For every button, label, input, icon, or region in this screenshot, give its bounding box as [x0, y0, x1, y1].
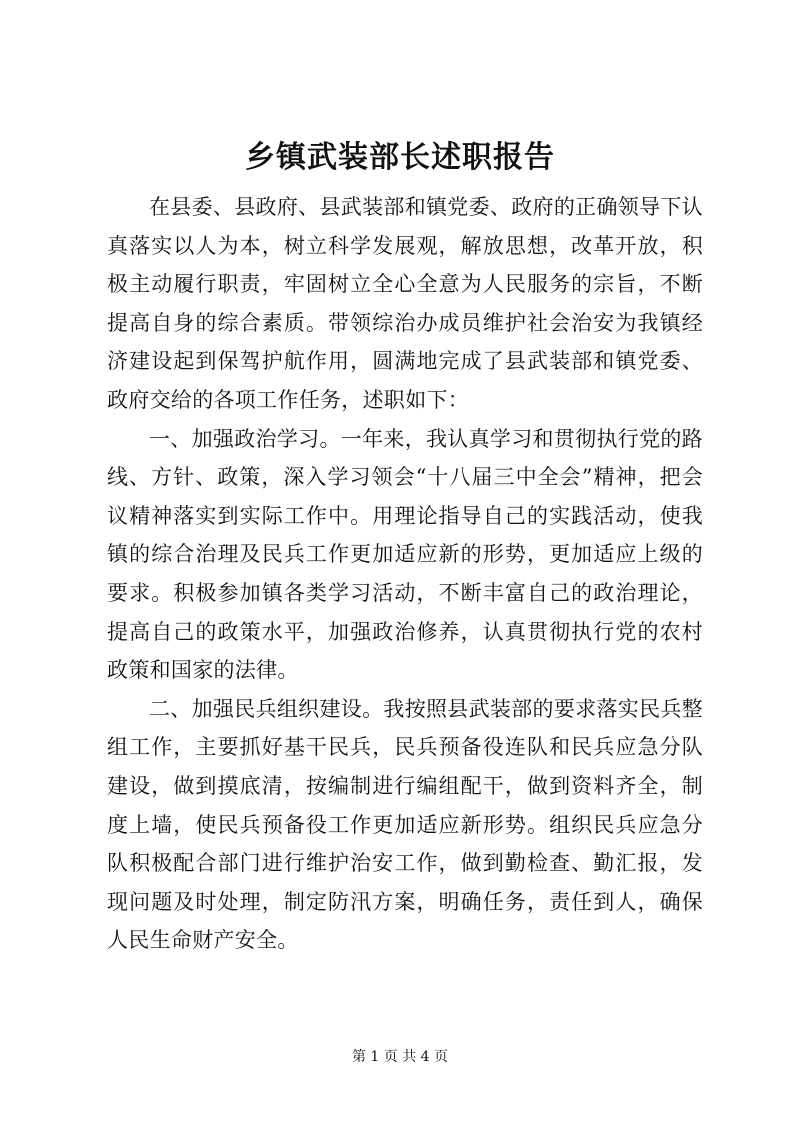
document-body [107, 188, 703, 960]
page-footer: 第 1 页 共 4 页 [351, 1049, 449, 1065]
document-title: 乡镇武装部长述职报告 [245, 140, 555, 175]
paragraph-militia-organization: 二、加强民兵组织建设。我按照县武装部的要求落实民兵整组工作，主要抓好基干民兵，民兵预备役连队和民兵应急分队建设，做到摸底清，按编制进行编组配干，做到资料齐全，制度上墙，使民兵预备役工作更加适应新形势。组织民兵应急分队积极配合部门进行维护治安工作，做到勤检查、勤汇报，发现问题及时处理，制定防汛方案，明确任务，责任到人，确保人民生命财产安全。 [107, 696, 703, 953]
paragraph-intro: 在县委、县政府、县武装部和镇党委、政府的正确领导下认真落实以人为本，树立科学发展观，解放思想，改革开放，积极主动履行职责，牢固树立全心全意为人民服务的宗旨，不断提高自身的综合素质。带领综治办成员维护社会治安为我镇经济建设起到保驾护航作用，圆满地完成了县武装部和镇党委、政府交给的各项工作任务，述职如下： [107, 195, 703, 412]
paragraph-political-study: 一、加强政治学习。一年来，我认真学习和贯彻执行党的路线、方针、政策，深入学习领会“十八届三中全会”精神，把会议精神落实到实际工作中。用理论指导自己的实践活动，使我镇的综合治理及民兵工作更加适应新的形势，更加适应上级的要求。积极参加镇各类学习活动，不断丰富自己的政治理论，提高自己的政策水平，加强政治修养，认真贯彻执行党的农村政策和国家的法律。 [107, 426, 703, 683]
